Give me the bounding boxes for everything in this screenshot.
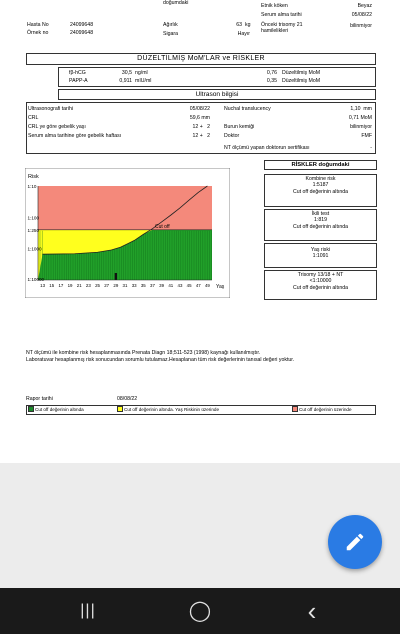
age-risk-box xyxy=(264,243,377,268)
x-tick-label: 35 xyxy=(140,283,146,288)
mom-table xyxy=(58,67,376,87)
report-date-value: 08/08/22 xyxy=(117,396,138,402)
legend-swatch-red xyxy=(292,406,298,412)
ultrason-title: Ultrason bilgisi xyxy=(58,89,376,100)
ethnicity-label: Etnik köken xyxy=(261,3,288,9)
weight-value: 63 xyxy=(236,22,242,28)
top-partial-header: doğumdaki xyxy=(163,0,189,6)
us-date-label: Ultrasonografi tarihi xyxy=(28,106,73,112)
patient-no-label: Hasta No xyxy=(27,22,49,28)
legend-label-yellow: Cut off değerinin altında. Yaş Riskinin üzerinde xyxy=(124,407,219,412)
x-tick-label: 47 xyxy=(195,283,201,288)
y-tick-label: 1:10 xyxy=(27,184,37,189)
x-tick-label: 43 xyxy=(177,283,183,288)
doctor-label: Doktor xyxy=(224,133,240,139)
x-tick-label: 45 xyxy=(186,283,192,288)
weight-label: Ağırlık xyxy=(163,22,178,28)
legend-label-green: Cut off değerinin altında xyxy=(35,407,84,412)
legend-item-green xyxy=(28,406,84,414)
sample-no-label: Örnek no xyxy=(27,30,49,36)
age-risk-value: 1:1091 xyxy=(312,253,329,260)
report-date-label: Rapor tarihi xyxy=(26,396,53,402)
chart-ylabel: Risk xyxy=(28,174,39,180)
trisomy-13-18-value: <1:10000 xyxy=(309,278,332,285)
fbhcg-value: 30,5 xyxy=(121,70,132,76)
pappa-unit: mIU/ml xyxy=(135,78,152,84)
zone-above-cutoff xyxy=(38,186,212,230)
cutoff-label: Cut off xyxy=(155,223,170,230)
legend-item-red xyxy=(292,406,352,414)
trisomy-13-18-note: Cut off değerinin altında xyxy=(293,284,348,291)
pappa-label: PAPP-A xyxy=(69,78,88,84)
x-tick-label: 15 xyxy=(49,283,55,288)
crl-age-label: CRL ye göre gebelik yaşı xyxy=(28,124,86,130)
pappa-mom: 0,35 xyxy=(266,78,277,84)
nt-label: Nuchal translucency xyxy=(224,106,271,112)
risk-chart xyxy=(25,168,230,298)
x-tick-label: 17 xyxy=(58,283,64,288)
x-tick-label: 27 xyxy=(104,283,110,288)
legend-swatch-yellow xyxy=(117,406,123,412)
fbhcg-unit: ng/ml xyxy=(135,70,148,76)
doctor-value: FMF xyxy=(361,133,372,139)
chart-xlabel: Yaş xyxy=(216,284,225,290)
previous-trisomy-value: bilinmiyor xyxy=(350,23,372,29)
crl-value: 59,6 mm xyxy=(189,115,210,121)
sample-no-value: 24099648 xyxy=(70,30,94,36)
age-risk-title: Yaş riski xyxy=(310,247,331,253)
smoking-label: Sigara xyxy=(163,31,178,37)
y-tick-label: 1:100 xyxy=(27,215,39,221)
mom-section-title: DÜZELTİLMİŞ MoM'LAR ve RİSKLER xyxy=(26,53,376,65)
x-tick-label: 49 xyxy=(204,283,210,288)
x-tick-label: 23 xyxy=(85,283,91,288)
x-tick-label: 13 xyxy=(40,283,46,288)
previous-trisomy-label: Önceki trisomy 21 hamilelikleri xyxy=(261,22,303,34)
nasal-bone-label: Burun kemiği xyxy=(224,124,255,130)
footnote-line-1: NT ölçümü ile kombine risk hesaplanmasında Prenata Diagn 18;511-523 (1998) kaynağı kullanılmıştır. xyxy=(26,350,261,356)
nt-mom: 0,71 MoM xyxy=(348,115,372,121)
fbhcg-mom: 0,76 xyxy=(266,70,277,76)
pappa-value: 0,911 xyxy=(119,78,132,84)
x-tick-label: 21 xyxy=(76,283,82,288)
x-tick-label: 39 xyxy=(159,283,165,288)
nt-cert-label: NT ölçümü yapan doktorun sertifikası xyxy=(224,145,310,151)
weight-unit: kg xyxy=(245,22,251,28)
combined-risk-note: Cut off değerinin altında xyxy=(293,188,348,195)
trisomy-13-18-box xyxy=(264,270,377,300)
patient-age-marker xyxy=(115,273,117,280)
x-tick-label: 33 xyxy=(131,283,137,288)
fbhcg-label: fβ-hCG xyxy=(69,70,86,76)
x-tick-label: 19 xyxy=(67,283,73,288)
y-tick-label: 1:250 xyxy=(27,227,39,233)
recents-button[interactable]: ||| xyxy=(80,602,96,619)
y-tick-label: 1:1000 xyxy=(27,246,42,252)
risks-title: RİSKLER doğumdaki xyxy=(264,160,377,170)
double-test-note: Cut off değerinin altında xyxy=(293,223,348,230)
ethnicity-value: Beyaz xyxy=(357,3,372,9)
pappa-mom-label: Düzeltilmiş MoM xyxy=(282,78,321,84)
x-tick-label: 41 xyxy=(168,283,174,288)
combined-risk-box xyxy=(264,174,377,207)
x-tick-label: 29 xyxy=(113,283,119,288)
back-button[interactable]: ‹ xyxy=(307,596,317,626)
serum-week-value: 12 + 2 xyxy=(192,133,210,139)
x-tick-label: 31 xyxy=(122,283,128,288)
fbhcg-mom-label: Düzeltilmiş MoM xyxy=(282,70,321,76)
smoking-value: Hayır xyxy=(237,31,250,37)
nt-cert-value: - xyxy=(370,145,372,151)
double-test-value: 1:819 xyxy=(314,217,327,224)
footnote-line-2: Laboratuvar hesaplanmış risk sonucundan sorumlu tutulamaz.Hesaplanan tüm risk değerlerinin tanısal değeri yoktur. xyxy=(26,357,295,363)
patient-no-value: 24099648 xyxy=(70,22,94,28)
combined-risk-title: Kombine risk xyxy=(305,176,336,182)
legend-item-yellow xyxy=(117,406,219,414)
nasal-bone-value: bilinmiyor xyxy=(350,124,372,130)
crl-age-value: 12 + 2 xyxy=(192,124,210,130)
serum-date-label: Serum alma tarihi xyxy=(261,12,302,18)
double-test-box xyxy=(264,209,377,241)
system-nav-bar xyxy=(0,588,400,634)
serum-date-value: 05/08/22 xyxy=(351,12,372,18)
home-button[interactable]: ◯ xyxy=(188,600,212,622)
double-test-title: İkili test xyxy=(311,211,330,217)
us-date-value: 05/08/22 xyxy=(189,106,210,112)
crl-label: CRL xyxy=(28,115,39,121)
combined-risk-value: 1:5187 xyxy=(312,182,329,189)
trisomy-13-18-title: Trisomy 13/18 + NT xyxy=(297,272,344,278)
y-tick-label: 1:10000 xyxy=(27,277,45,282)
nt-value: 1,10 mm xyxy=(350,106,372,112)
legend-label-red: Cut off değerinin üzerinde xyxy=(299,407,352,412)
x-tick-label: 25 xyxy=(95,283,100,288)
legend-swatch-green xyxy=(28,406,34,412)
edit-fab-button[interactable] xyxy=(328,515,382,569)
x-tick-label: 37 xyxy=(150,283,155,288)
serum-week-label: Serum alma tarihine göre gebelik haftası xyxy=(28,133,122,139)
pencil-icon xyxy=(344,531,366,553)
legend-bar xyxy=(26,405,376,415)
